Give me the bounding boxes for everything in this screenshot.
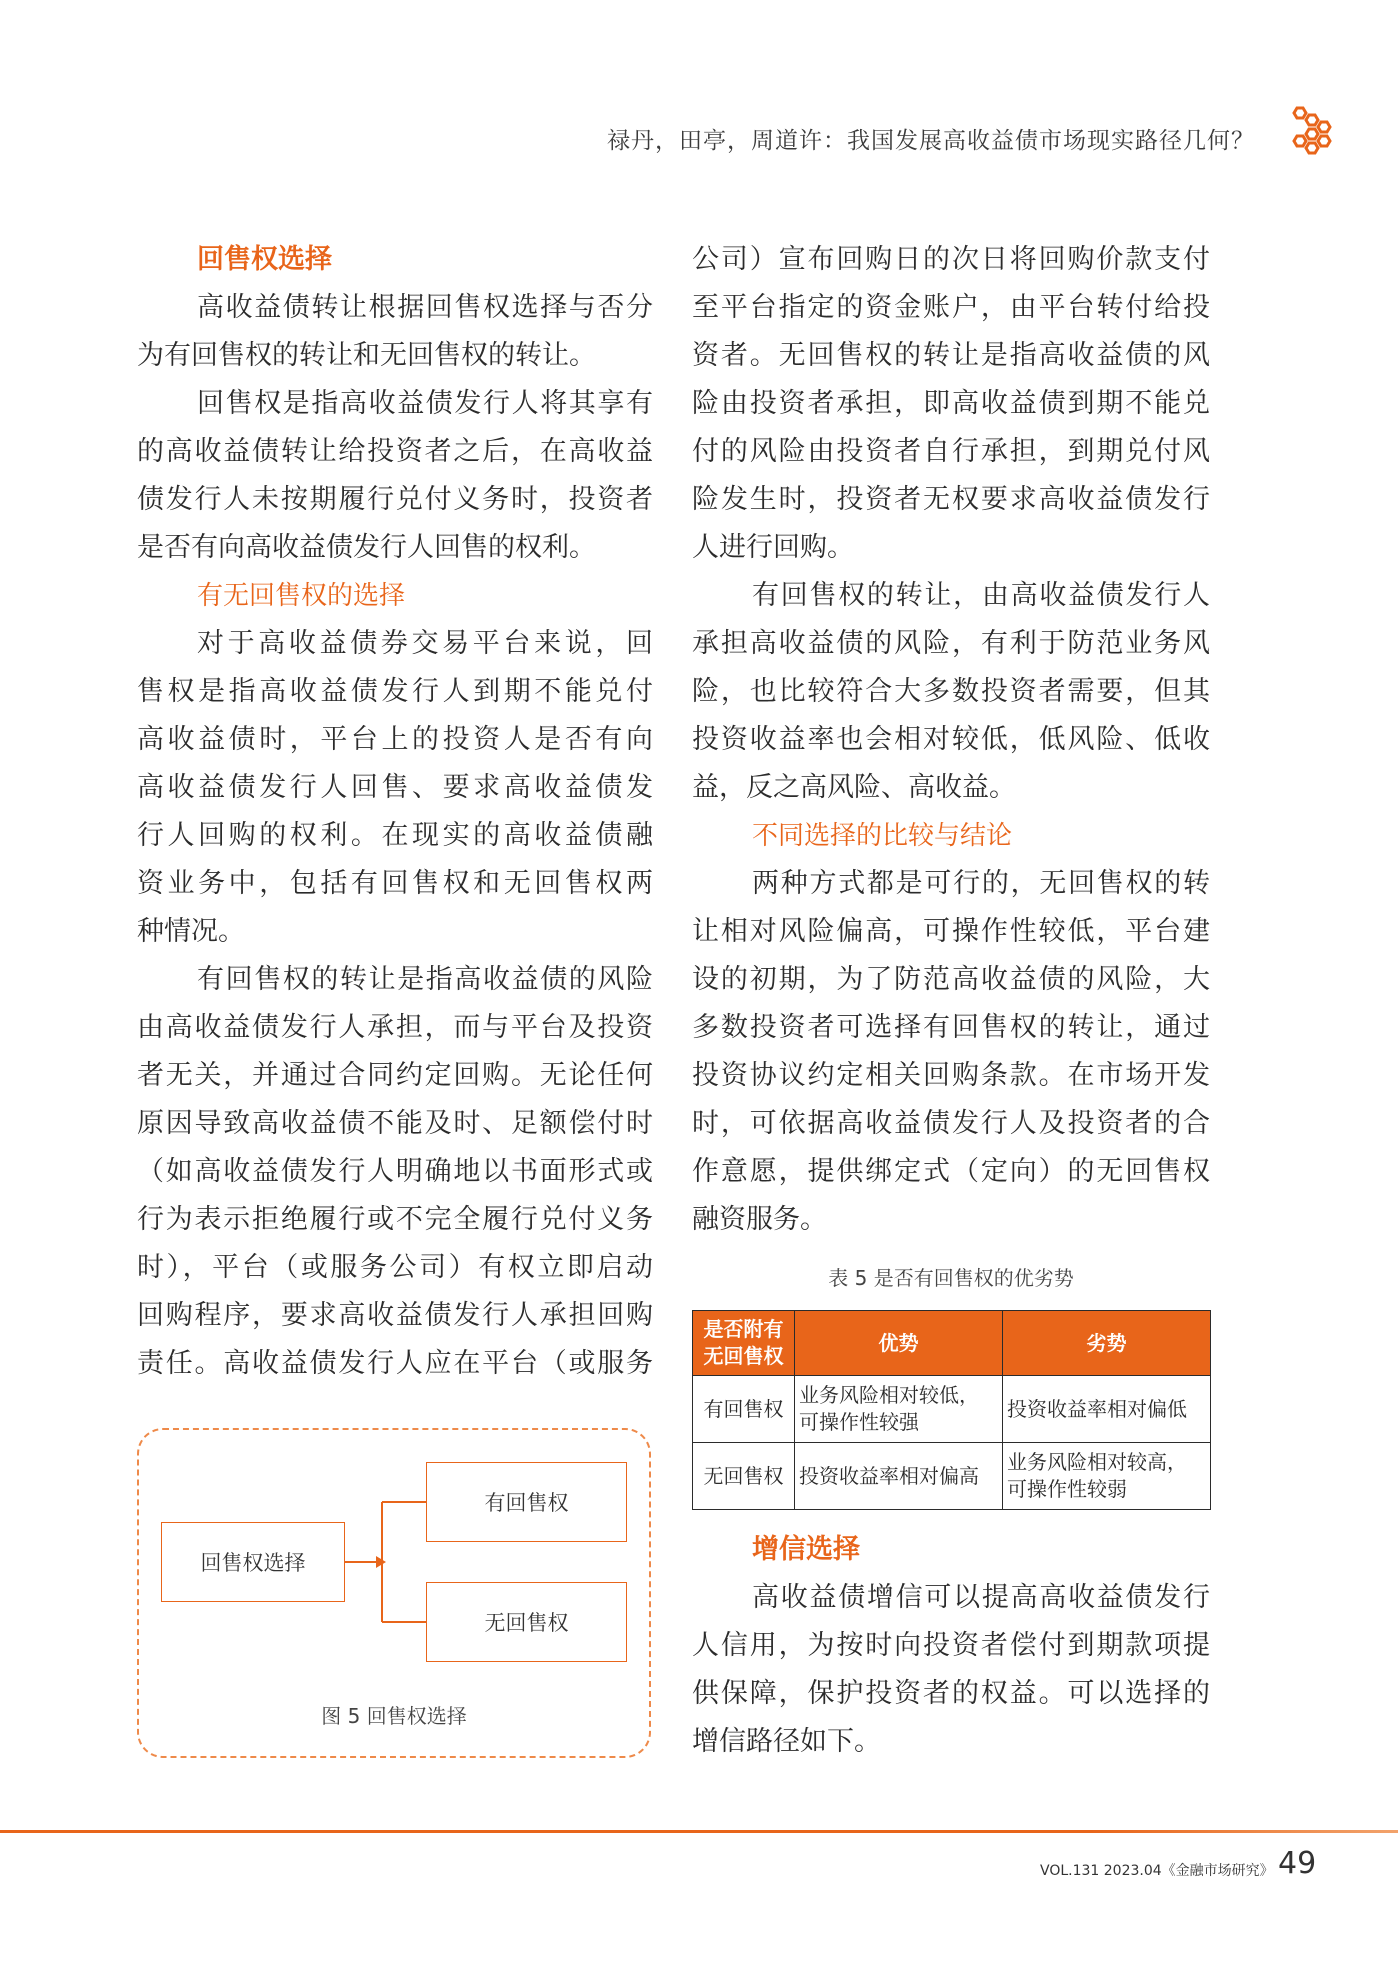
table-caption: 表 5 是否有回售权的优劣势 (828, 1266, 1074, 1290)
footer-issue-info: VOL.131 2023.04《金融市场研究》 (1040, 1863, 1274, 1879)
paragraph-line: 对于高收益债券交易平台来说，回 (197, 628, 653, 659)
paragraph-line: 承担高收益债的风险，有利于防范业务风 (692, 628, 1210, 659)
paragraph-line: 让相对风险偏高，可操作性较低，平台建 (692, 916, 1210, 947)
paragraph-line: 人进行回购。 (692, 532, 854, 563)
table-header-row (693, 1311, 1211, 1376)
paragraph-line: （如高收益债发行人明确地以书面形式或 (137, 1156, 653, 1187)
paragraph-line: 供保障，保护投资者的权益。可以选择的 (692, 1678, 1210, 1709)
subheading-put-choice: 有无回售权的选择 (197, 581, 406, 611)
paragraph-line: 为有回售权的转让和无回售权的转让。 (137, 340, 596, 371)
paragraph-line: 多数投资者可选择有回售权的转让，通过 (692, 1012, 1210, 1043)
running-header-title: 禄丹，田亭，周道许：我国发展高收益债市场现实路径几何？ (607, 128, 1255, 154)
paragraph-line: 增信路径如下。 (692, 1726, 881, 1757)
paragraph-line: 高收益债发行人回售、要求高收益债发 (137, 772, 653, 803)
comparison-table (692, 1310, 1211, 1510)
paragraph-line: 种情况。 (137, 916, 245, 947)
right-column-continued (692, 1526, 1210, 1766)
paragraph-line: 融资服务。 (692, 1204, 827, 1235)
table-row (693, 1443, 1211, 1510)
paragraph-line: 行为表示拒绝履行或不完全履行兑付义务 (137, 1204, 653, 1235)
figure-node-root: 回售权选择 (161, 1522, 345, 1602)
table-cell: 投资收益率相对偏低 (1003, 1376, 1211, 1443)
paragraph-line: 两种方式都是可行的，无回售权的转 (752, 868, 1210, 899)
paragraph-line: 作意愿，提供绑定式（定向）的无回售权 (692, 1156, 1210, 1187)
paragraph-line: 回售权是指高收益债发行人将其享有 (197, 388, 653, 419)
paragraph-line: 投资收益率也会相对较低，低风险、低收 (692, 724, 1210, 755)
paragraph-line: 设的初期，为了防范高收益债的风险，大 (692, 964, 1210, 995)
paragraph-line: 有回售权的转让，由高收益债发行人 (752, 580, 1210, 611)
table-header-cell: 劣势 (1003, 1311, 1211, 1376)
paragraph-line: 时），平台（或服务公司）有权立即启动 (137, 1252, 653, 1283)
paragraph-line: 险由投资者承担，即高收益债到期不能兑 (692, 388, 1210, 419)
paragraph-line: 付的风险由投资者自行承担，到期兑付风 (692, 436, 1210, 467)
paragraph-line: 行人回购的权利。在现实的高收益债融 (137, 820, 653, 851)
paragraph-line: 由高收益债发行人承担，而与平台及投资 (137, 1012, 653, 1043)
page-number: 49 (1278, 1846, 1317, 1881)
paragraph-line: 有回售权的转让是指高收益债的风险 (197, 964, 653, 995)
paragraph-line: 时，可依据高收益债发行人及投资者的合 (692, 1108, 1210, 1139)
paragraph-line: 险发生时，投资者无权要求高收益债发行 (692, 484, 1210, 515)
section-heading-put-option: 回售权选择 (197, 244, 332, 275)
figure-node-without-put: 无回售权 (426, 1582, 627, 1662)
table-cell: 无回售权 (693, 1443, 795, 1510)
paragraph-line: 高收益债增信可以提高高收益债发行 (752, 1582, 1210, 1613)
table-cell: 业务风险相对较高，可操作性较弱 (1003, 1443, 1211, 1510)
paragraph-line: 资者。无回售权的转让是指高收益债的风 (692, 340, 1210, 371)
paragraph-line: 的高收益债转让给投资者之后，在高收益 (137, 436, 653, 467)
paragraph-line: 益，反之高风险、高收益。 (692, 772, 1016, 803)
paragraph-line: 售权是指高收益债发行人到期不能兑付 (137, 676, 653, 707)
paragraph-line: 是否有向高收益债发行人回售的权利。 (137, 532, 596, 563)
paragraph-line: 债发行人未按期履行兑付义务时，投资者 (137, 484, 653, 515)
paragraph-line: 回购程序，要求高收益债发行人承担回购 (137, 1300, 653, 1331)
table-header-cell: 是否附有无回售权 (693, 1311, 795, 1376)
table-cell: 业务风险相对较低，可操作性较强 (795, 1376, 1003, 1443)
subheading-comparison: 不同选择的比较与结论 (752, 821, 1013, 851)
table-cell: 投资收益率相对偏高 (795, 1443, 1003, 1510)
paragraph-line: 资业务中，包括有回售权和无回售权两 (137, 868, 653, 899)
paragraph-line: 公司）宣布回购日的次日将回购价款支付 (692, 244, 1210, 275)
paragraph-line: 至平台指定的资金账户，由平台转付给投 (692, 292, 1210, 323)
paragraph-line: 责任。高收益债发行人应在平台（或服务 (137, 1348, 653, 1379)
table-cell: 有回售权 (693, 1376, 795, 1443)
paragraph-line: 高收益债转让根据回售权选择与否分 (197, 292, 653, 323)
table-header-cell: 优势 (795, 1311, 1003, 1376)
paragraph-line: 原因导致高收益债不能及时、足额偿付时 (137, 1108, 653, 1139)
paragraph-line: 人信用，为按时向投资者偿付到期款项提 (692, 1630, 1210, 1661)
right-column (692, 236, 1210, 1244)
table-row (693, 1376, 1211, 1443)
figure-node-with-put: 有回售权 (426, 1462, 627, 1542)
paragraph-line: 投资协议约定相关回购条款。在市场开发 (692, 1060, 1210, 1091)
paragraph-line: 高收益债时，平台上的投资人是否有向 (137, 724, 653, 755)
paragraph-line: 者无关，并通过合同约定回购。无论任何 (137, 1060, 653, 1091)
figure-caption: 图 5 回售权选择 (321, 1704, 467, 1728)
footer-rule (0, 1830, 1398, 1833)
section-heading-credit-enhancement: 增信选择 (752, 1534, 860, 1565)
paragraph-line: 险，也比较符合大多数投资者需要，但其 (692, 676, 1210, 707)
